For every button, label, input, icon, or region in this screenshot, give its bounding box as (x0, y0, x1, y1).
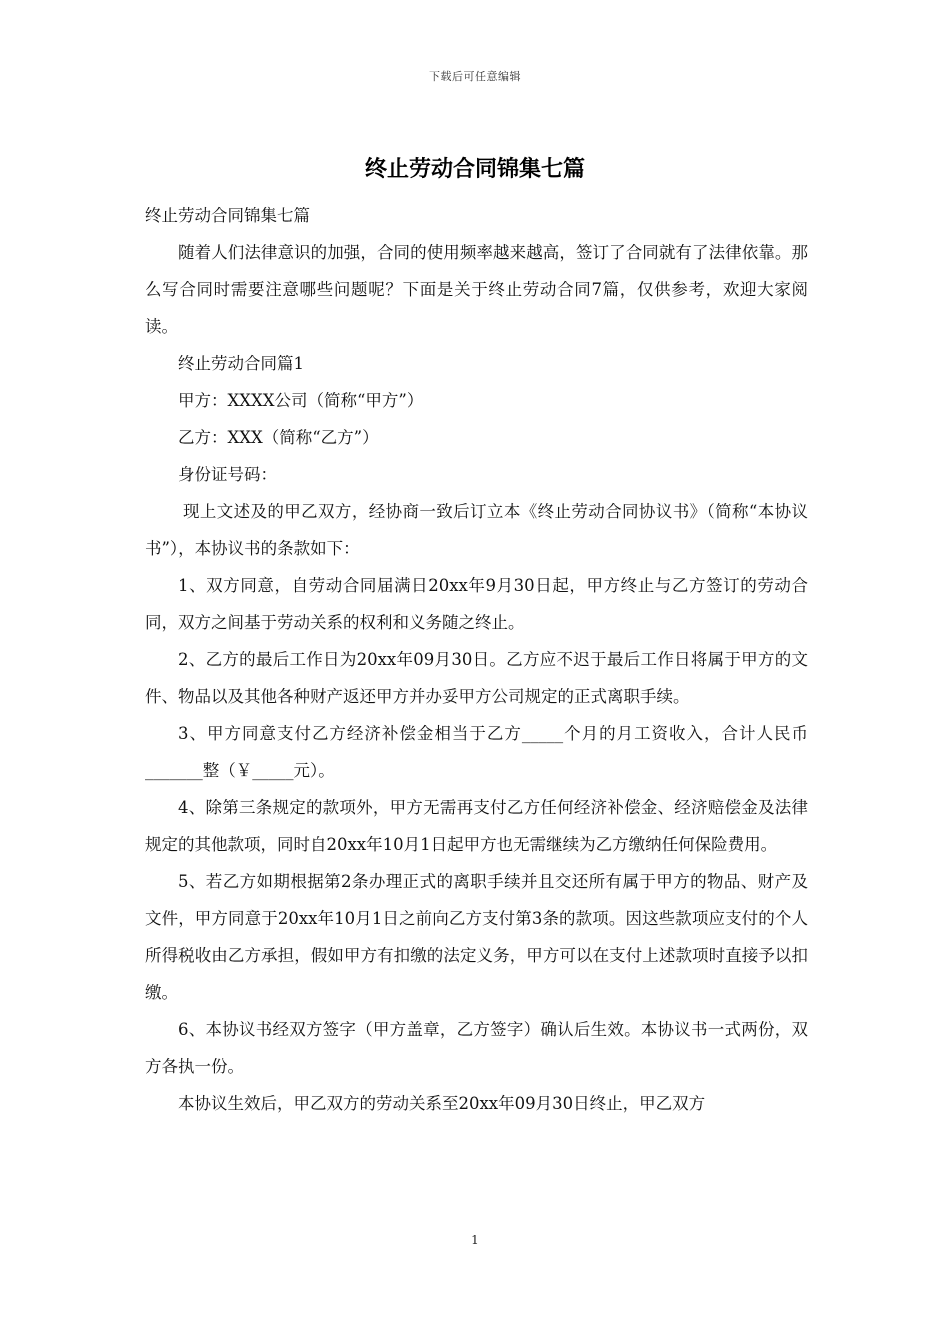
clause-4: 4、除第三条规定的款项外，甲方无需再支付乙方任何经济补偿金、经济赔偿金及法律规定的其他款项，同时自20xx年10月1日起甲方也无需继续为乙方缴纳任何保险费用。 (145, 798, 808, 854)
document-title: 终止劳动合同锦集七篇 (364, 156, 585, 182)
subtitle-line: 终止劳动合同锦集七篇 (145, 206, 310, 225)
intro-paragraph: 随着人们法律意识的加强，合同的使用频率越来越高，签订了合同就有了法律依靠。那么写合同时需要注意哪些问题呢？下面是关于终止劳动合同7篇，仅供参考，欢迎大家阅读。 (145, 243, 808, 336)
id-number-line: 身份证号码： (178, 465, 277, 484)
clause-3: 3、甲方同意支付乙方经济补偿金相当于乙方_____个月的月工资收入，合计人民币_______整（￥_____元）。 (145, 724, 808, 780)
page-header: 下载后可任意编辑 (429, 70, 521, 83)
party-a-line: 甲方：XXXX公司（简称“甲方”） (178, 391, 424, 410)
preamble-paragraph: 现上文述及的甲乙双方，经协商一致后订立本《终止劳动合同协议书》（简称“本协议书”），本协议书的条款如下： (145, 502, 808, 558)
page-number: 1 (471, 1233, 479, 1247)
clause-1: 1、双方同意，自劳动合同届满日20xx年9月30日起，甲方终止与乙方签订的劳动合同，双方之间基于劳动关系的权利和义务随之终止。 (145, 576, 808, 632)
closing-paragraph: 本协议生效后，甲乙双方的劳动关系至20xx年09月30日终止，甲乙双方 (178, 1094, 706, 1113)
party-b-line: 乙方：XXX（简称“乙方”） (178, 428, 379, 447)
clause-6: 6、本协议书经双方签字（甲方盖章，乙方签字）确认后生效。本协议书一式两份，双方各执一份。 (145, 1020, 808, 1076)
section-heading: 终止劳动合同篇1 (178, 354, 304, 373)
clause-5: 5、若乙方如期根据第2条办理正式的离职手续并且交还所有属于甲方的物品、财产及文件，甲方同意于20xx年10月1日之前向乙方支付第3条的款项。因这些款项应支付的个人所得税收由乙方承担，假如甲方有扣缴的法定义务，甲方可以在支付上述款项时直接予以扣缴。 (145, 872, 808, 1002)
document-body (145, 197, 808, 1122)
clause-2: 2、乙方的最后工作日为20xx年09月30日。乙方应不迟于最后工作日将属于甲方的文件、物品以及其他各种财产返还甲方并办妥甲方公司规定的正式离职手续。 (145, 650, 808, 706)
